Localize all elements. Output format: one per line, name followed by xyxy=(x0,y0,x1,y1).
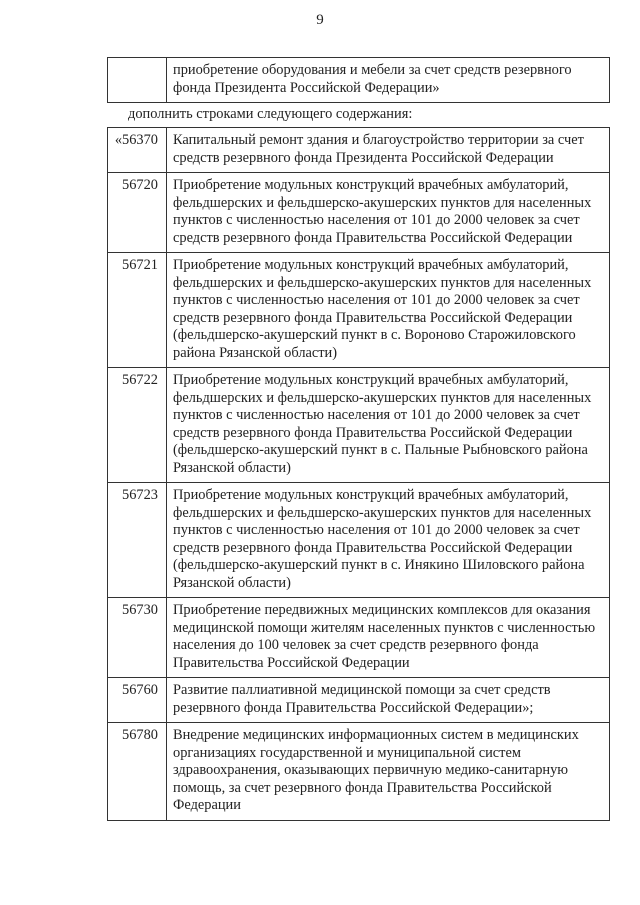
table-row xyxy=(108,483,610,598)
row-code: «56370 xyxy=(108,128,167,173)
table-row xyxy=(108,58,610,103)
row-code: 56760 xyxy=(108,678,167,723)
table-row xyxy=(108,678,610,723)
table-row xyxy=(108,173,610,253)
row-text: Приобретение модульных конструкций врачебных амбулаторий, фельдшерских и фельдшерско-акушерских пунктов для населенных пунктов с численностью населения от 101 до 2000 человек за счет средств резервного фонда Правительства Российской Федерации xyxy=(167,173,610,253)
table-row xyxy=(108,368,610,483)
row-code: 56723 xyxy=(108,483,167,598)
row-text: Развитие паллиативной медицинской помощи за счет средств резервного фонда Правительства Российской Федерации»; xyxy=(167,678,610,723)
row-text: Приобретение передвижных медицинских комплексов для оказания медицинской помощи жителям населенных пунктов с численностью населения до 100 человек за счет средств резервного фонда Правительства Российской Федерации xyxy=(167,598,610,678)
row-code: 56780 xyxy=(108,723,167,821)
table-row xyxy=(108,723,610,821)
top-table xyxy=(107,57,610,103)
table-row xyxy=(108,128,610,173)
row-code: 56730 xyxy=(108,598,167,678)
row-text: Приобретение модульных конструкций врачебных амбулаторий, фельдшерских и фельдшерско-акушерских пунктов для населенных пунктов с численностью населения от 101 до 2000 человек за счет средств резервного фонда Правительства Российской Федерации (фельдшерско-акушерский пункт в с. Пальные Рыбновского района Рязанской области) xyxy=(167,368,610,483)
row-text: Приобретение модульных конструкций врачебных амбулаторий, фельдшерских и фельдшерско-акушерских пунктов для населенных пунктов с численностью населения от 101 до 2000 человек за счет средств резервного фонда Правительства Российской Федерации (фельдшерско-акушерский пункт в с. Вороново Старожиловского района Рязанской области) xyxy=(167,253,610,368)
page-number: 9 xyxy=(316,12,324,28)
row-text: Капитальный ремонт здания и благоустройство территории за счет средств резервного фонда Президента Российской Федерации xyxy=(167,128,610,173)
row-text: приобретение оборудования и мебели за счет средств резервного фонда Президента Российской Федерации» xyxy=(167,58,610,103)
table-row xyxy=(108,598,610,678)
codes-table xyxy=(107,127,610,821)
row-text: Внедрение медицинских информационных систем в медицинских организациях государственной и муниципальной систем здравоохранения, оказывающих первичную медико-санитарную помощь, за счет резервного фонда Правительства Российской Федерации xyxy=(167,723,610,821)
row-text: Приобретение модульных конструкций врачебных амбулаторий, фельдшерских и фельдшерско-акушерских пунктов для населенных пунктов с численностью населения от 101 до 2000 человек за счет средств резервного фонда Правительства Российской Федерации (фельдшерско-акушерский пункт в с. Инякино Шиловского района Рязанской области) xyxy=(167,483,610,598)
instruction-text: дополнить строками следующего содержания: xyxy=(128,106,413,122)
row-code: 56722 xyxy=(108,368,167,483)
table-row xyxy=(108,253,610,368)
row-code xyxy=(108,58,167,103)
row-code: 56721 xyxy=(108,253,167,368)
row-code: 56720 xyxy=(108,173,167,253)
